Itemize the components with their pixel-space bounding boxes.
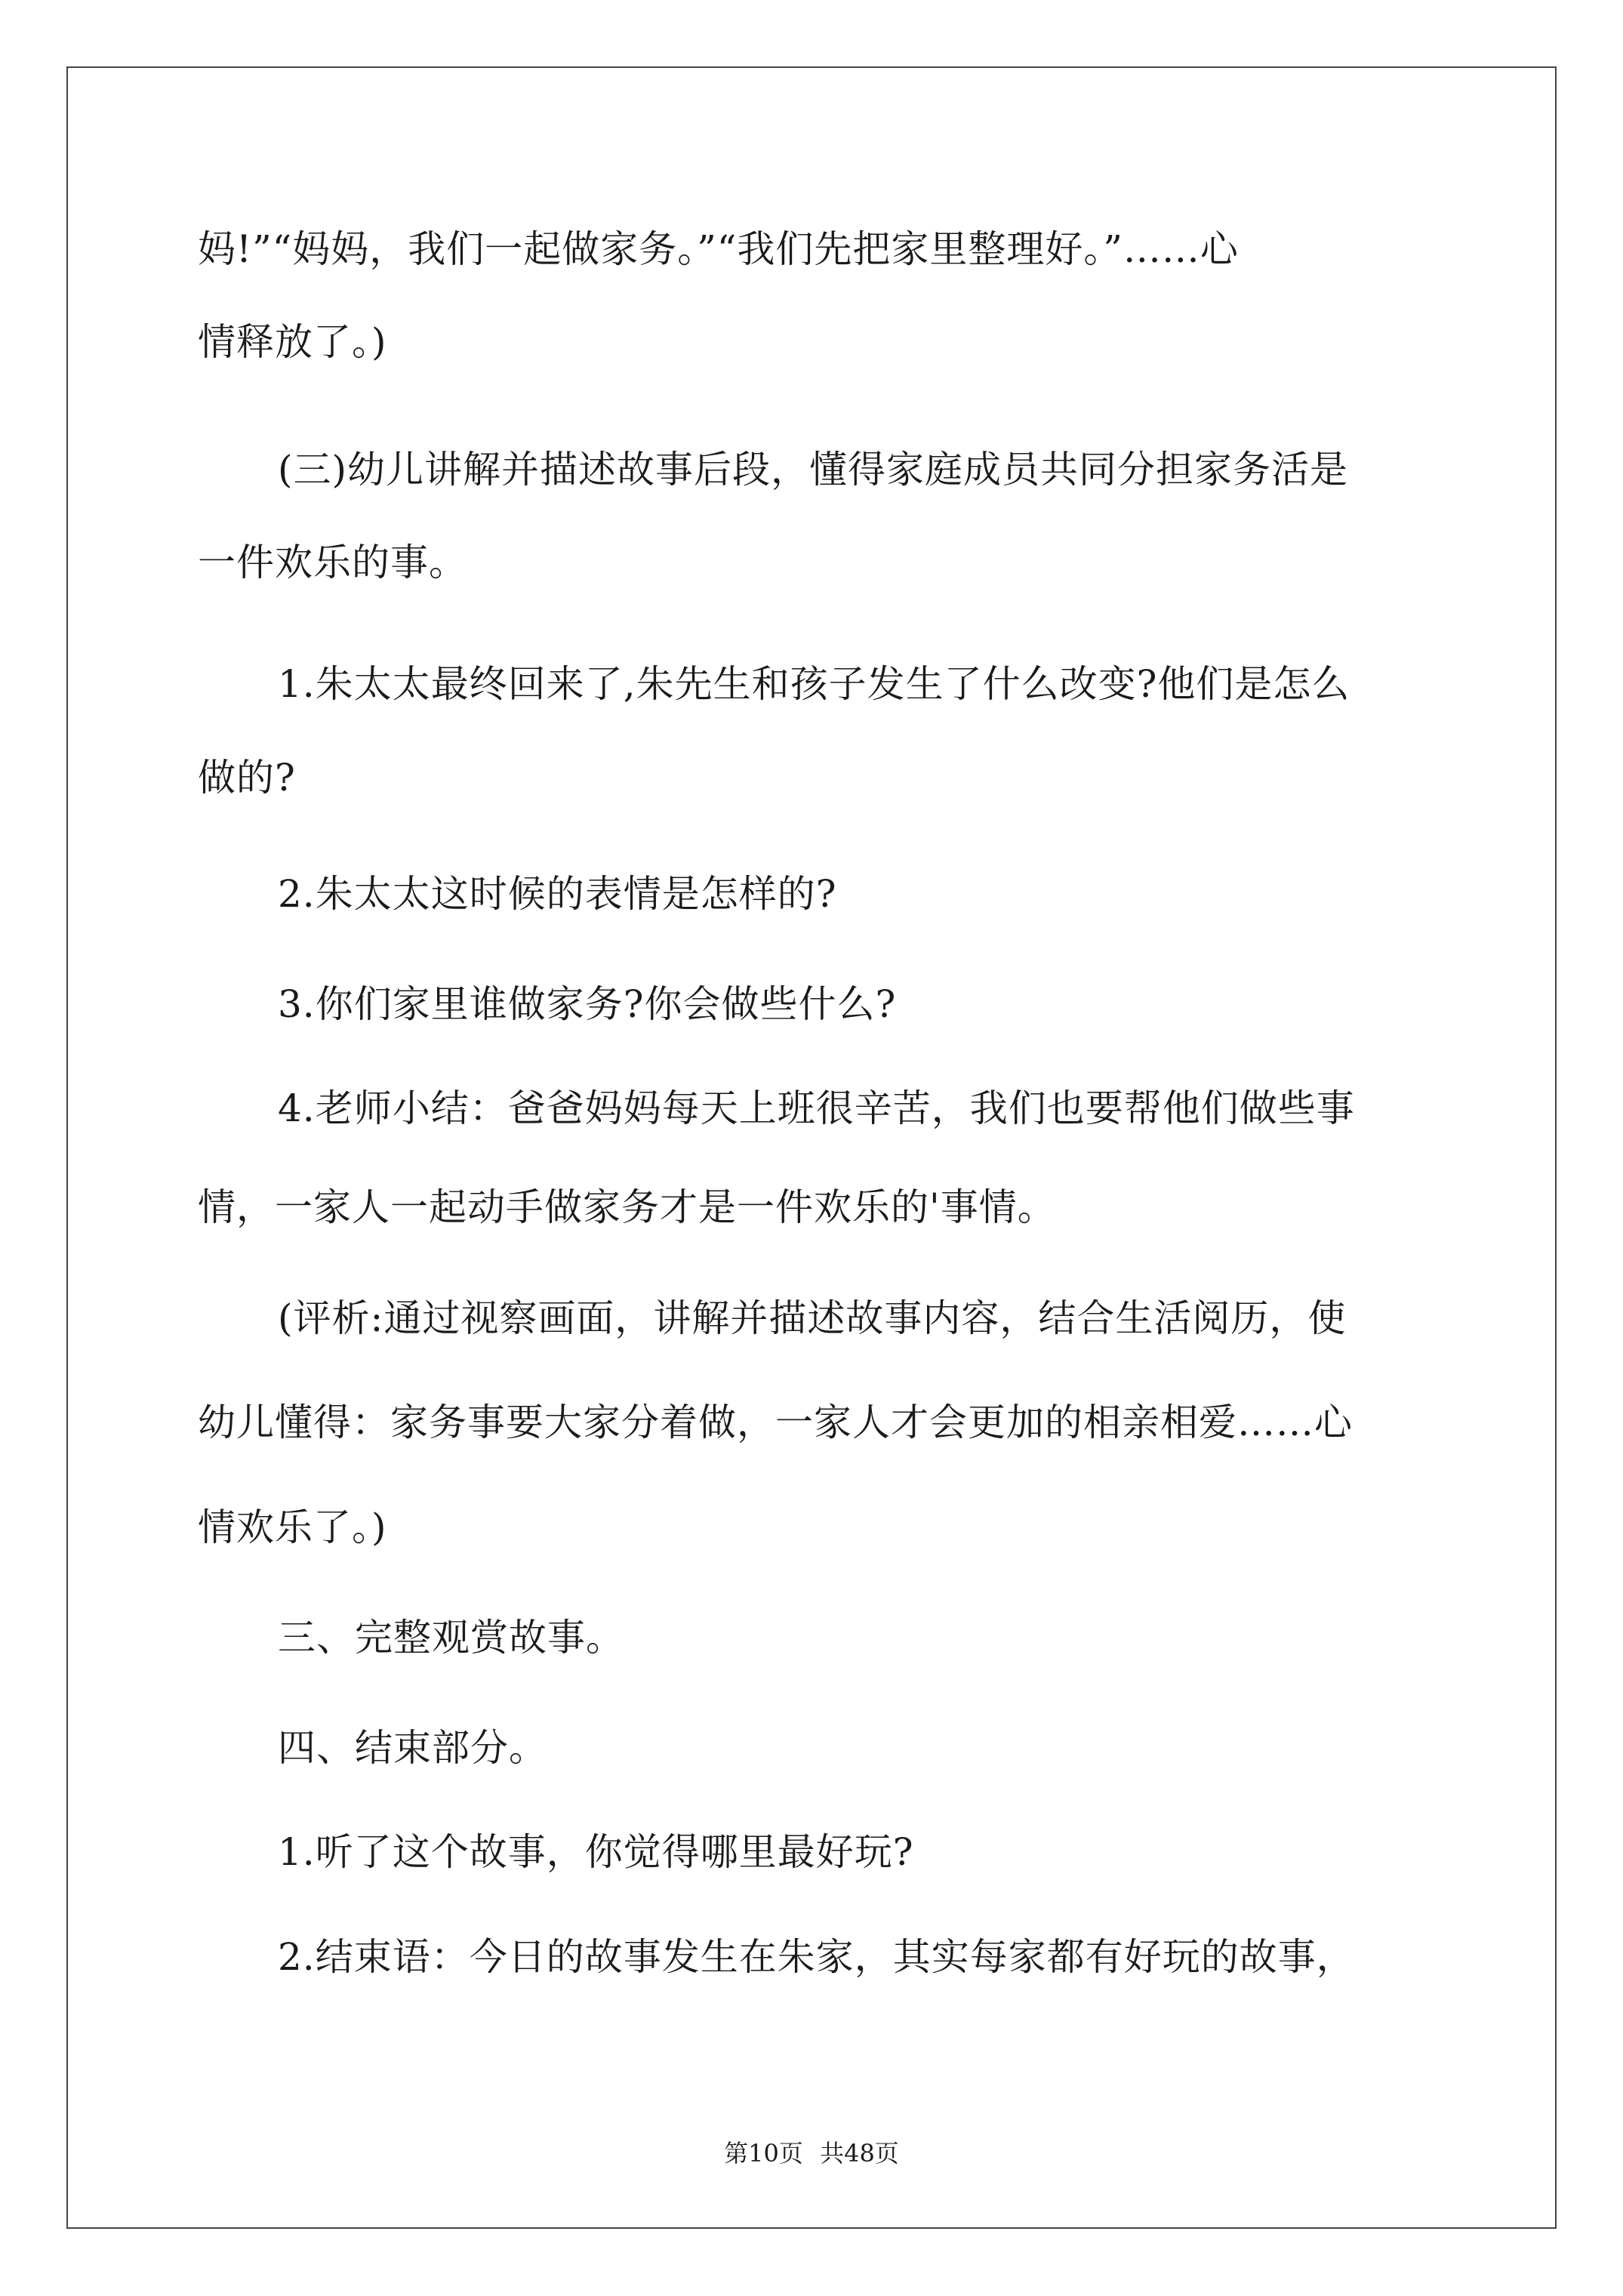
body-text-line: 一件欢乐的事。 [198, 541, 467, 584]
total-pages: 共48页 [820, 2139, 899, 2168]
page-number: 第10页 [724, 2139, 803, 2168]
body-text-line: 2.结束语：今日的故事发生在朱家，其实每家都有好玩的故事， [278, 1935, 1355, 1979]
body-text-line: 四、结束部分。 [278, 1726, 547, 1770]
body-text-line: 幼儿懂得：家务事要大家分着做，一家人才会更加的相亲相爱……心 [198, 1401, 1353, 1444]
body-text-line: 情，一家人一起动手做家务才是一件欢乐的'事情。 [198, 1185, 1056, 1229]
body-text-line: (评析:通过视察画面，讲解并描述故事内容，结合生活阅历，使 [278, 1296, 1347, 1340]
body-text-line: 做的? [198, 756, 296, 800]
body-text-line: 情欢乐了。) [198, 1505, 387, 1549]
body-text-line: 三、完整观赏故事。 [278, 1616, 624, 1660]
page-border [66, 66, 1557, 2229]
body-text-line: 2.朱太太这时候的表情是怎样的? [278, 872, 837, 916]
body-text-line: 情释放了。) [198, 320, 387, 364]
body-text-line: 1.朱太太最终回来了,朱先生和孩子发生了什么改变?他们是怎么 [278, 662, 1350, 706]
page-footer [0, 2138, 1623, 2168]
body-text-line: 1.听了这个故事，你觉得哪里最好玩? [278, 1830, 914, 1874]
body-text-line: 4.老师小结：爸爸妈妈每天上班很辛苦，我们也要帮他们做些事 [278, 1086, 1355, 1130]
body-text-line: (三)幼儿讲解并描述故事后段，懂得家庭成员共同分担家务活是 [278, 448, 1349, 492]
body-text-line: 妈!”“妈妈，我们一起做家务。”“我们先把家里整理好。”……心 [198, 227, 1239, 271]
body-text-line: 3.你们家里谁做家务?你会做些什么? [278, 982, 897, 1026]
